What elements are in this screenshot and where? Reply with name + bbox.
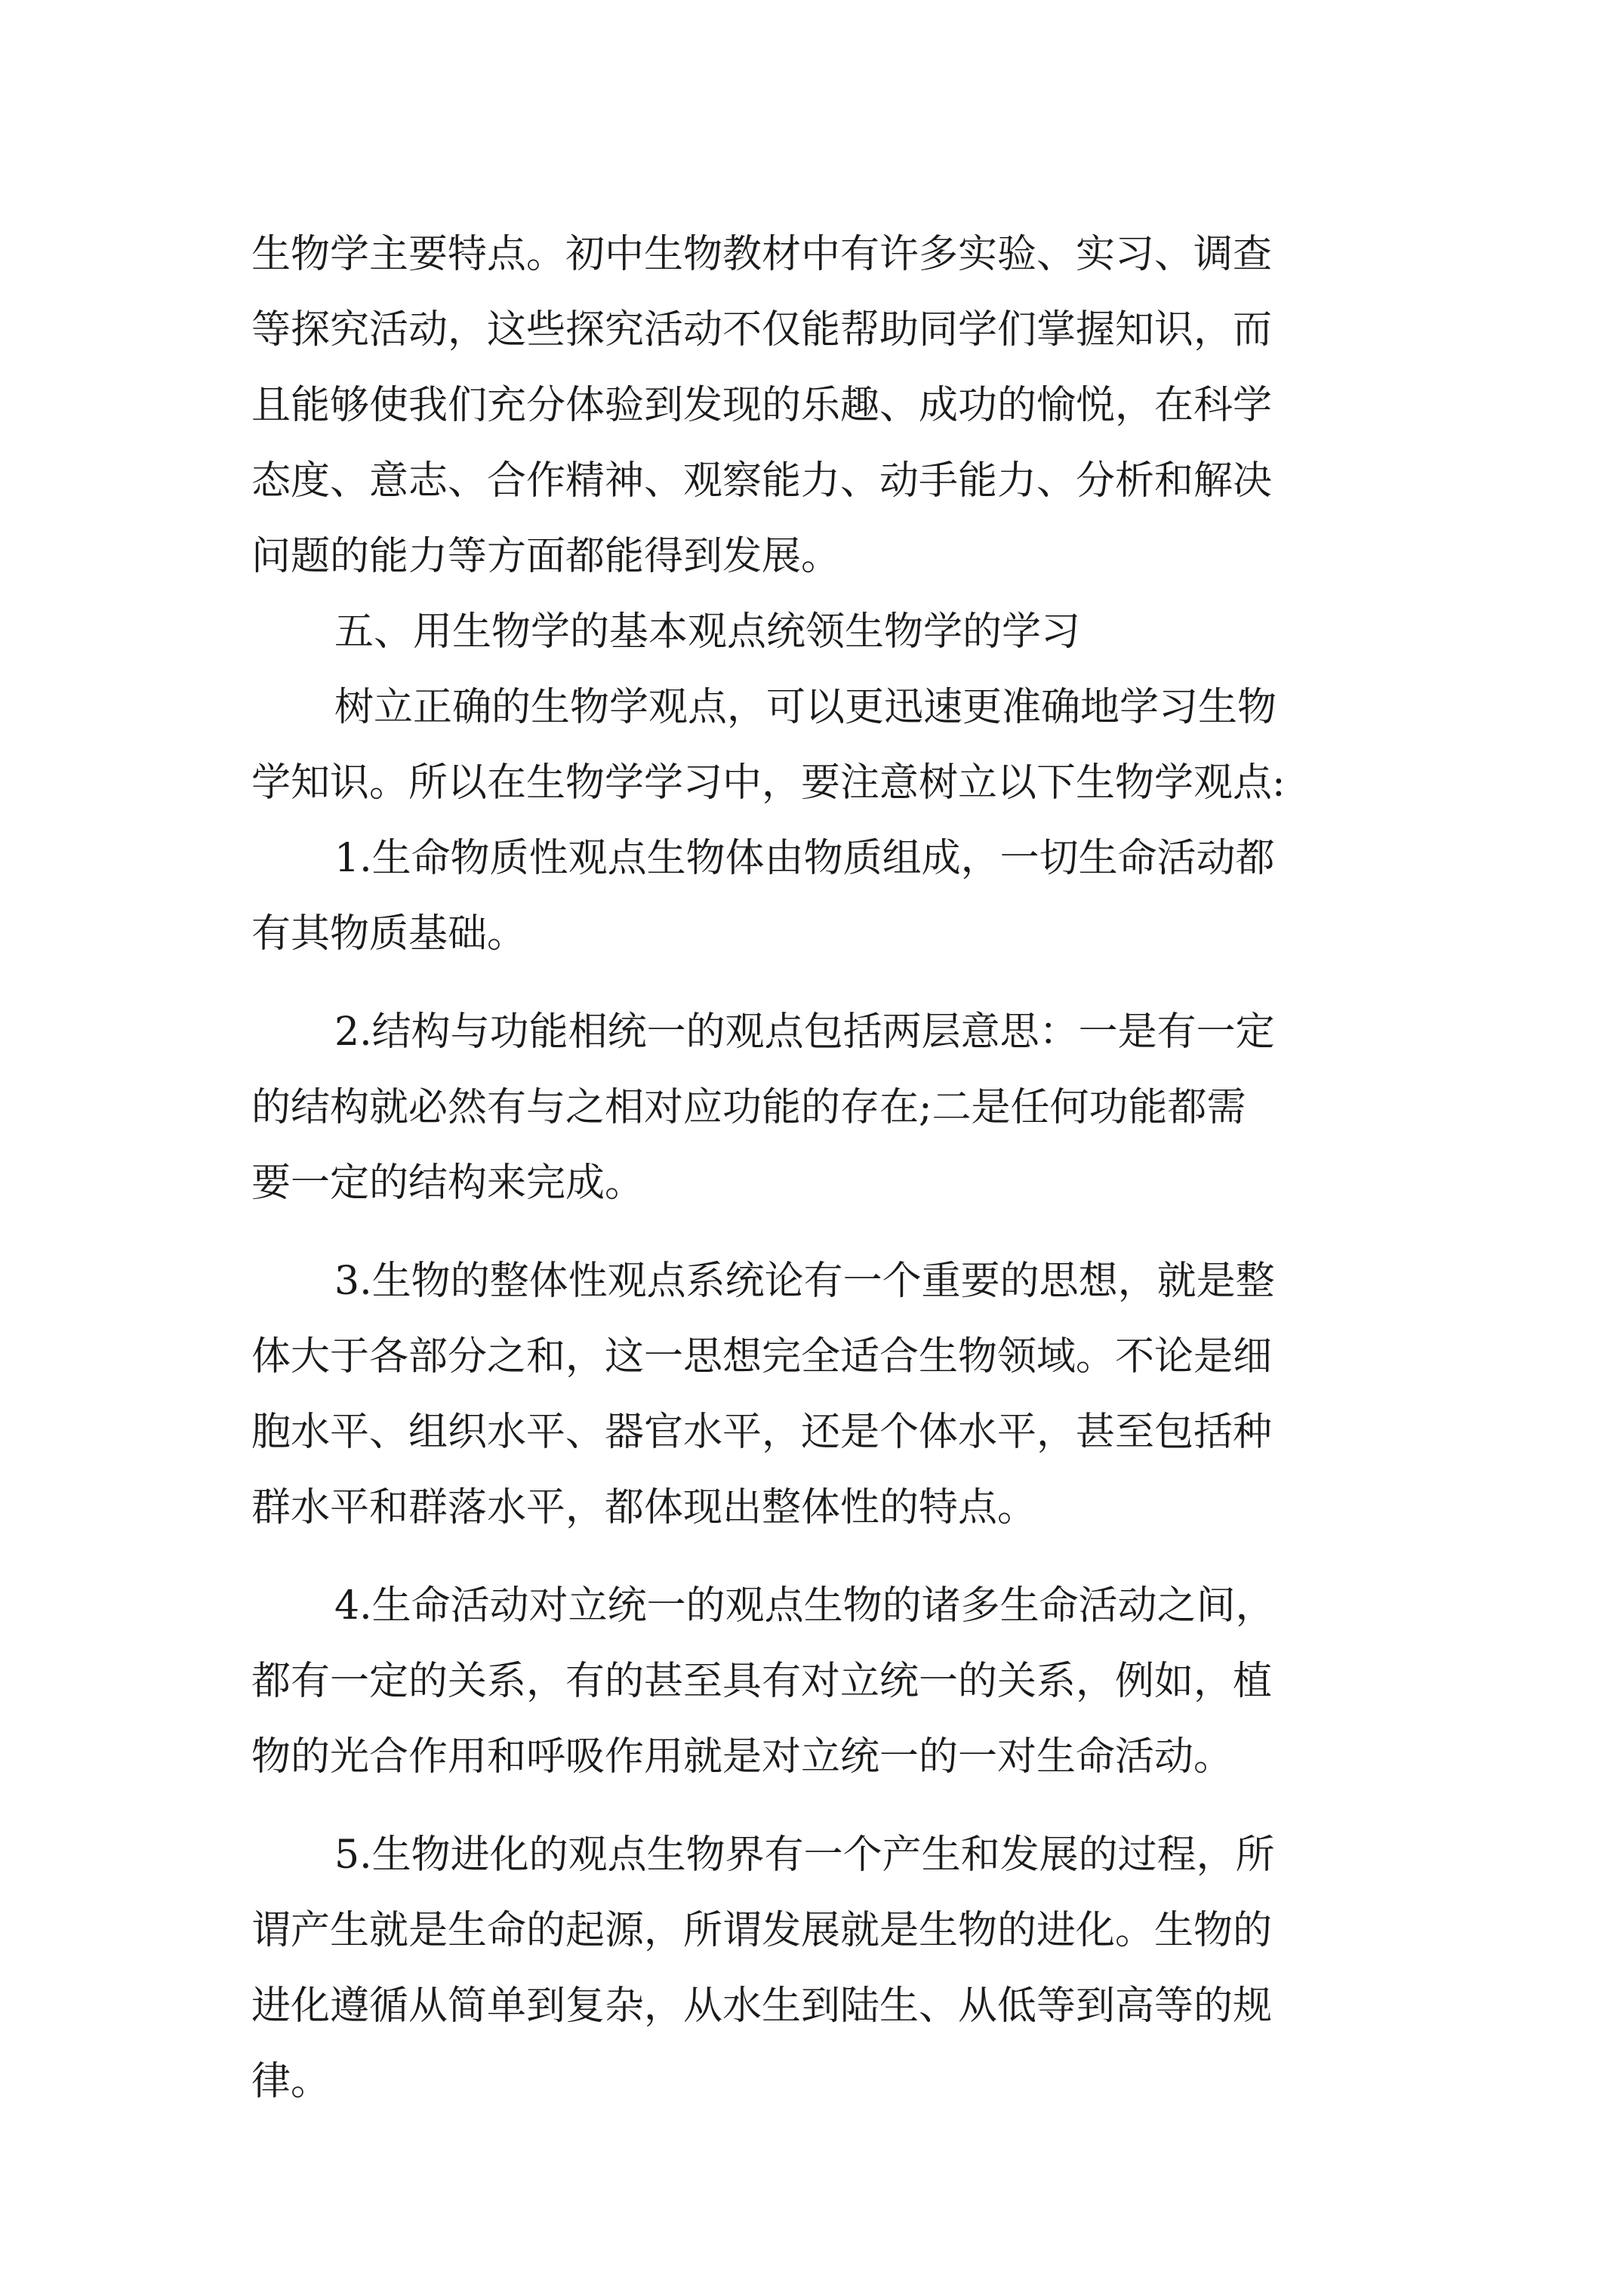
paragraph-line bbox=[0, 828, 1623, 889]
paragraph-line bbox=[0, 1478, 1623, 1538]
paragraph-line bbox=[0, 1576, 1623, 1636]
paragraph-line bbox=[0, 1402, 1623, 1462]
paragraph-line bbox=[0, 526, 1623, 587]
text-line: 五、用生物学的基本观点统领生物学的学习 bbox=[334, 609, 1081, 655]
text-line: 胞水平、组织水平、器官水平，还是个体水平，甚至包括种 bbox=[251, 1410, 1273, 1455]
paragraph-line bbox=[0, 1251, 1623, 1311]
text-line: 谓产生就是生命的起源，所谓发展就是生物的进化。生物的 bbox=[251, 1908, 1273, 1953]
paragraph-line bbox=[0, 1976, 1623, 2036]
text-line: 树立正确的生物学观点，可以更迅速更准确地学习生物 bbox=[334, 685, 1277, 730]
text-line: 问题的能力等方面都能得到发展。 bbox=[251, 534, 841, 579]
text-line: 等探究活动，这些探究活动不仅能帮助同学们掌握知识，而 bbox=[251, 307, 1273, 353]
text-line: 的结构就必然有与之相对应功能的存在;二是任何功能都需 bbox=[251, 1085, 1246, 1130]
paragraph-line bbox=[0, 1727, 1623, 1787]
text-line: 1.生命物质性观点生物体由物质组成，一切生命活动都 bbox=[334, 836, 1275, 881]
paragraph-line bbox=[0, 1651, 1623, 1712]
paragraph-line bbox=[0, 904, 1623, 964]
paragraph-line bbox=[0, 224, 1623, 285]
text-line: 5.生物进化的观点生物界有一个产生和发展的过程，所 bbox=[334, 1832, 1275, 1878]
text-line: 生物学主要特点。初中生物教材中有许多实验、实习、调查 bbox=[251, 232, 1273, 277]
paragraph-line bbox=[0, 2051, 1623, 2112]
text-line: 3.生物的整体性观点系统论有一个重要的思想，就是整 bbox=[334, 1259, 1275, 1304]
paragraph-line bbox=[0, 300, 1623, 360]
text-line: 物的光合作用和呼吸作用就是对立统一的一对生命活动。 bbox=[251, 1734, 1233, 1780]
paragraph-line bbox=[0, 1002, 1623, 1062]
text-line: 态度、意志、合作精神、观察能力、动手能力、分析和解决 bbox=[251, 458, 1273, 504]
paragraph-line bbox=[0, 1077, 1623, 1138]
text-line: 都有一定的关系，有的甚至具有对立统一的关系，例如，植 bbox=[251, 1659, 1273, 1704]
paragraph-line bbox=[0, 677, 1623, 738]
text-line: 进化遵循从简单到复杂，从水生到陆生、从低等到高等的规 bbox=[251, 1983, 1273, 2029]
paragraph-line bbox=[0, 1153, 1623, 1213]
section-heading bbox=[0, 602, 1623, 662]
text-line: 2.结构与功能相统一的观点包括两层意思：一是有一定 bbox=[334, 1009, 1275, 1055]
paragraph-line bbox=[0, 1900, 1623, 1961]
text-line: 有其物质基础。 bbox=[251, 911, 527, 957]
text-line: 4.生命活动对立统一的观点生物的诸多生命活动之间， bbox=[334, 1583, 1275, 1629]
text-line: 学知识。所以在生物学学习中，要注意树立以下生物学观点: bbox=[251, 760, 1286, 806]
paragraph-line bbox=[0, 753, 1623, 813]
paragraph-line bbox=[0, 375, 1623, 436]
paragraph-line bbox=[0, 1327, 1623, 1387]
paragraph-line bbox=[0, 1825, 1623, 1885]
text-line: 体大于各部分之和，这一思想完全适合生物领域。不论是细 bbox=[251, 1334, 1273, 1379]
text-line: 要一定的结构来完成。 bbox=[251, 1160, 645, 1206]
text-line: 群水平和群落水平，都体现出整体性的特点。 bbox=[251, 1485, 1037, 1530]
text-line: 律。 bbox=[251, 2059, 331, 2104]
text-line: 且能够使我们充分体验到发现的乐趣、成功的愉悦，在科学 bbox=[251, 383, 1273, 428]
paragraph-line bbox=[0, 451, 1623, 511]
